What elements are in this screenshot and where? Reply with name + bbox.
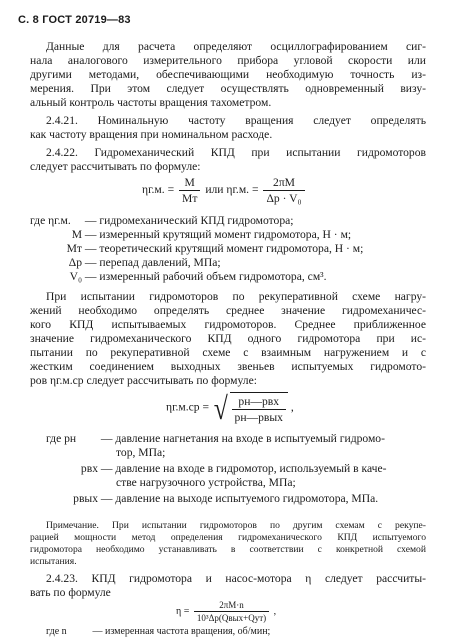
note-line: рацией мощности метод определения гидромеханического КПД испытуемого bbox=[30, 532, 426, 543]
fraction: $\frac{2\pi M}{\text{Δp · V₀}}$ bbox=[263, 176, 304, 205]
text-line: как частоту вращения при номинальном расходе. bbox=[30, 128, 273, 141]
text-line: пытании по рекуперативной схеме с взаимным нагружением и с bbox=[30, 346, 426, 359]
text-line: 2.4.23. КПД гидромотора и насос-мотора η следует рассчиты- bbox=[46, 572, 426, 585]
formula-average-efficiency: ηг.м.ср = √ $\frac{\text{pн—pвх}}{\text{pн—pвых}}$ , bbox=[166, 390, 294, 426]
fraction: $\frac{M}{Mт}$ bbox=[179, 176, 200, 205]
fraction: $\frac{\text{pн—pвх}}{\text{pн—pвых}}$ bbox=[232, 395, 286, 424]
document-page: С. 8 ГОСТ 20719—83 Данные для расчета определяют осциллографированием сиг- нала аналогового измерительного прибора угловой скорости или другими методами, обеспечивающими необходимую точность из- мерения. При этом следует осуществлять одновременный визу- альный контроль частоты вращения тахометром. 2.4.21. Номинальную частоту вращения следует определять как частоту вращения при номинальном расходе. 2.4.22. Гидромеханический КПД при испытании гидромоторов следует рассчитывать по формуле: ηг.м. = $\frac{M}{Mт}$ или ηг.м. = $\frac{2\pi M}{\text{Δp · V₀}}$ где ηг.м. — гидромеханический КПД гидромотора; M — измеренный крутящий момент гидромотора, Н · м; Mт — теоретический крутящий момент гидромотора, Н · м; Δp — перепад давлений, МПа; V₀ — измеренный рабочий объем гидромотора, см³. При испытании гидромоторов по рекуперативной схеме нагру- жений необходимо определять среднее значение гидромеханичес- кого КПД испытываемых гидромоторов. Среднее приближенное значение гидромеханического КПД одного гидромотора при ис- пытании по рекуперативной схеме с взаимным нагружением и с жестким соединением выходных звеньев испытуемых гидромото- ров ηг.м.ср следует рассчитывать по формуле: ηг.м.ср = √ $\frac{\text{pн—pвх}}{\text{pн—pвых}}$ , где pн — давление нагнетания на входе в испытуемый гидромо- тор, МПа; pвх — давление на входе в гидромотор, используемый в каче- стве нагрузочного устройства, МПа; pвых — давление на выходе испытуемого гидромотора, МПа. Примечание. При испытании гидромоторов по другим схемам с рекупе- рацией мощности метод определения гидромеханического КПД испытуемого гидромотора необходимо устанавливать в соответствии с конкретной схемой испытания. 2.4.23. КПД гидромотора и насос-мотора η следует рассчиты- вать по формуле η = $\frac{2\pi M\cdot n}{\text{10³Δp(Qвых+Qут)}}$ , где n — измеренная частота вращения, об/мин; bbox=[18, 14, 426, 637]
page-header: С. 8 ГОСТ 20719—83 bbox=[18, 14, 131, 26]
text-line: кого КПД испытываемых гидромоторов. Среднее приближенное bbox=[30, 318, 426, 331]
note-line: гидромотора необходимо устанавливать в соответствии с конкретной схемой bbox=[30, 544, 426, 555]
text-line: жений необходимо определять среднее значение гидромеханичес- bbox=[30, 304, 426, 317]
text-line: вать по формуле bbox=[30, 586, 111, 599]
text-line: следует рассчитывать по формуле: bbox=[30, 160, 201, 173]
formula-lhs: ηг.м. bbox=[142, 183, 165, 197]
text-line: значение гидромеханического КПД одного гидромотора при ис- bbox=[30, 332, 426, 345]
fraction: $\frac{2\pi M\cdot n}{\text{10³Δp(Qвых+Qут)}}$ bbox=[194, 600, 269, 623]
formula-efficiency: ηг.м. = $\frac{M}{Mт}$ или ηг.м. = $\frac{2\pi M}{\text{Δp · V₀}}$ bbox=[142, 176, 307, 205]
note-line: Примечание. При испытании гидромоторов по другим схемам с рекупе- bbox=[46, 520, 426, 531]
text-line: Данные для расчета определяют осциллографированием сиг- bbox=[46, 40, 426, 53]
text-line: жестким соединением выходных звеньев испытуемых гидромото- bbox=[30, 360, 426, 373]
text-line: При испытании гидромоторов по рекуперативной схеме нагру- bbox=[46, 290, 426, 303]
text-line: мерения. При этом следует осуществлять одновременный визу- bbox=[30, 82, 426, 95]
text-line: альный контроль частоты вращения тахометром. bbox=[30, 96, 272, 109]
formula-motor-efficiency: η = $\frac{2\pi M\cdot n}{\text{10³Δp(Qвых+Qут)}}$ , bbox=[176, 600, 277, 623]
sqrt-icon: √ bbox=[213, 390, 228, 426]
note-line: испытания. bbox=[30, 556, 77, 567]
text-line: ров ηг.м.ср следует рассчитывать по формуле: bbox=[30, 374, 257, 387]
text-line: нала аналогового измерительного прибора угловой скорости или bbox=[30, 54, 426, 67]
text-line: 2.4.21. Номинальную частоту вращения следует определять bbox=[46, 114, 426, 127]
text-line: другими методами, обеспечивающими необходимую точность из- bbox=[30, 68, 426, 81]
text-line: 2.4.22. Гидромеханический КПД при испытании гидромоторов bbox=[46, 146, 426, 159]
